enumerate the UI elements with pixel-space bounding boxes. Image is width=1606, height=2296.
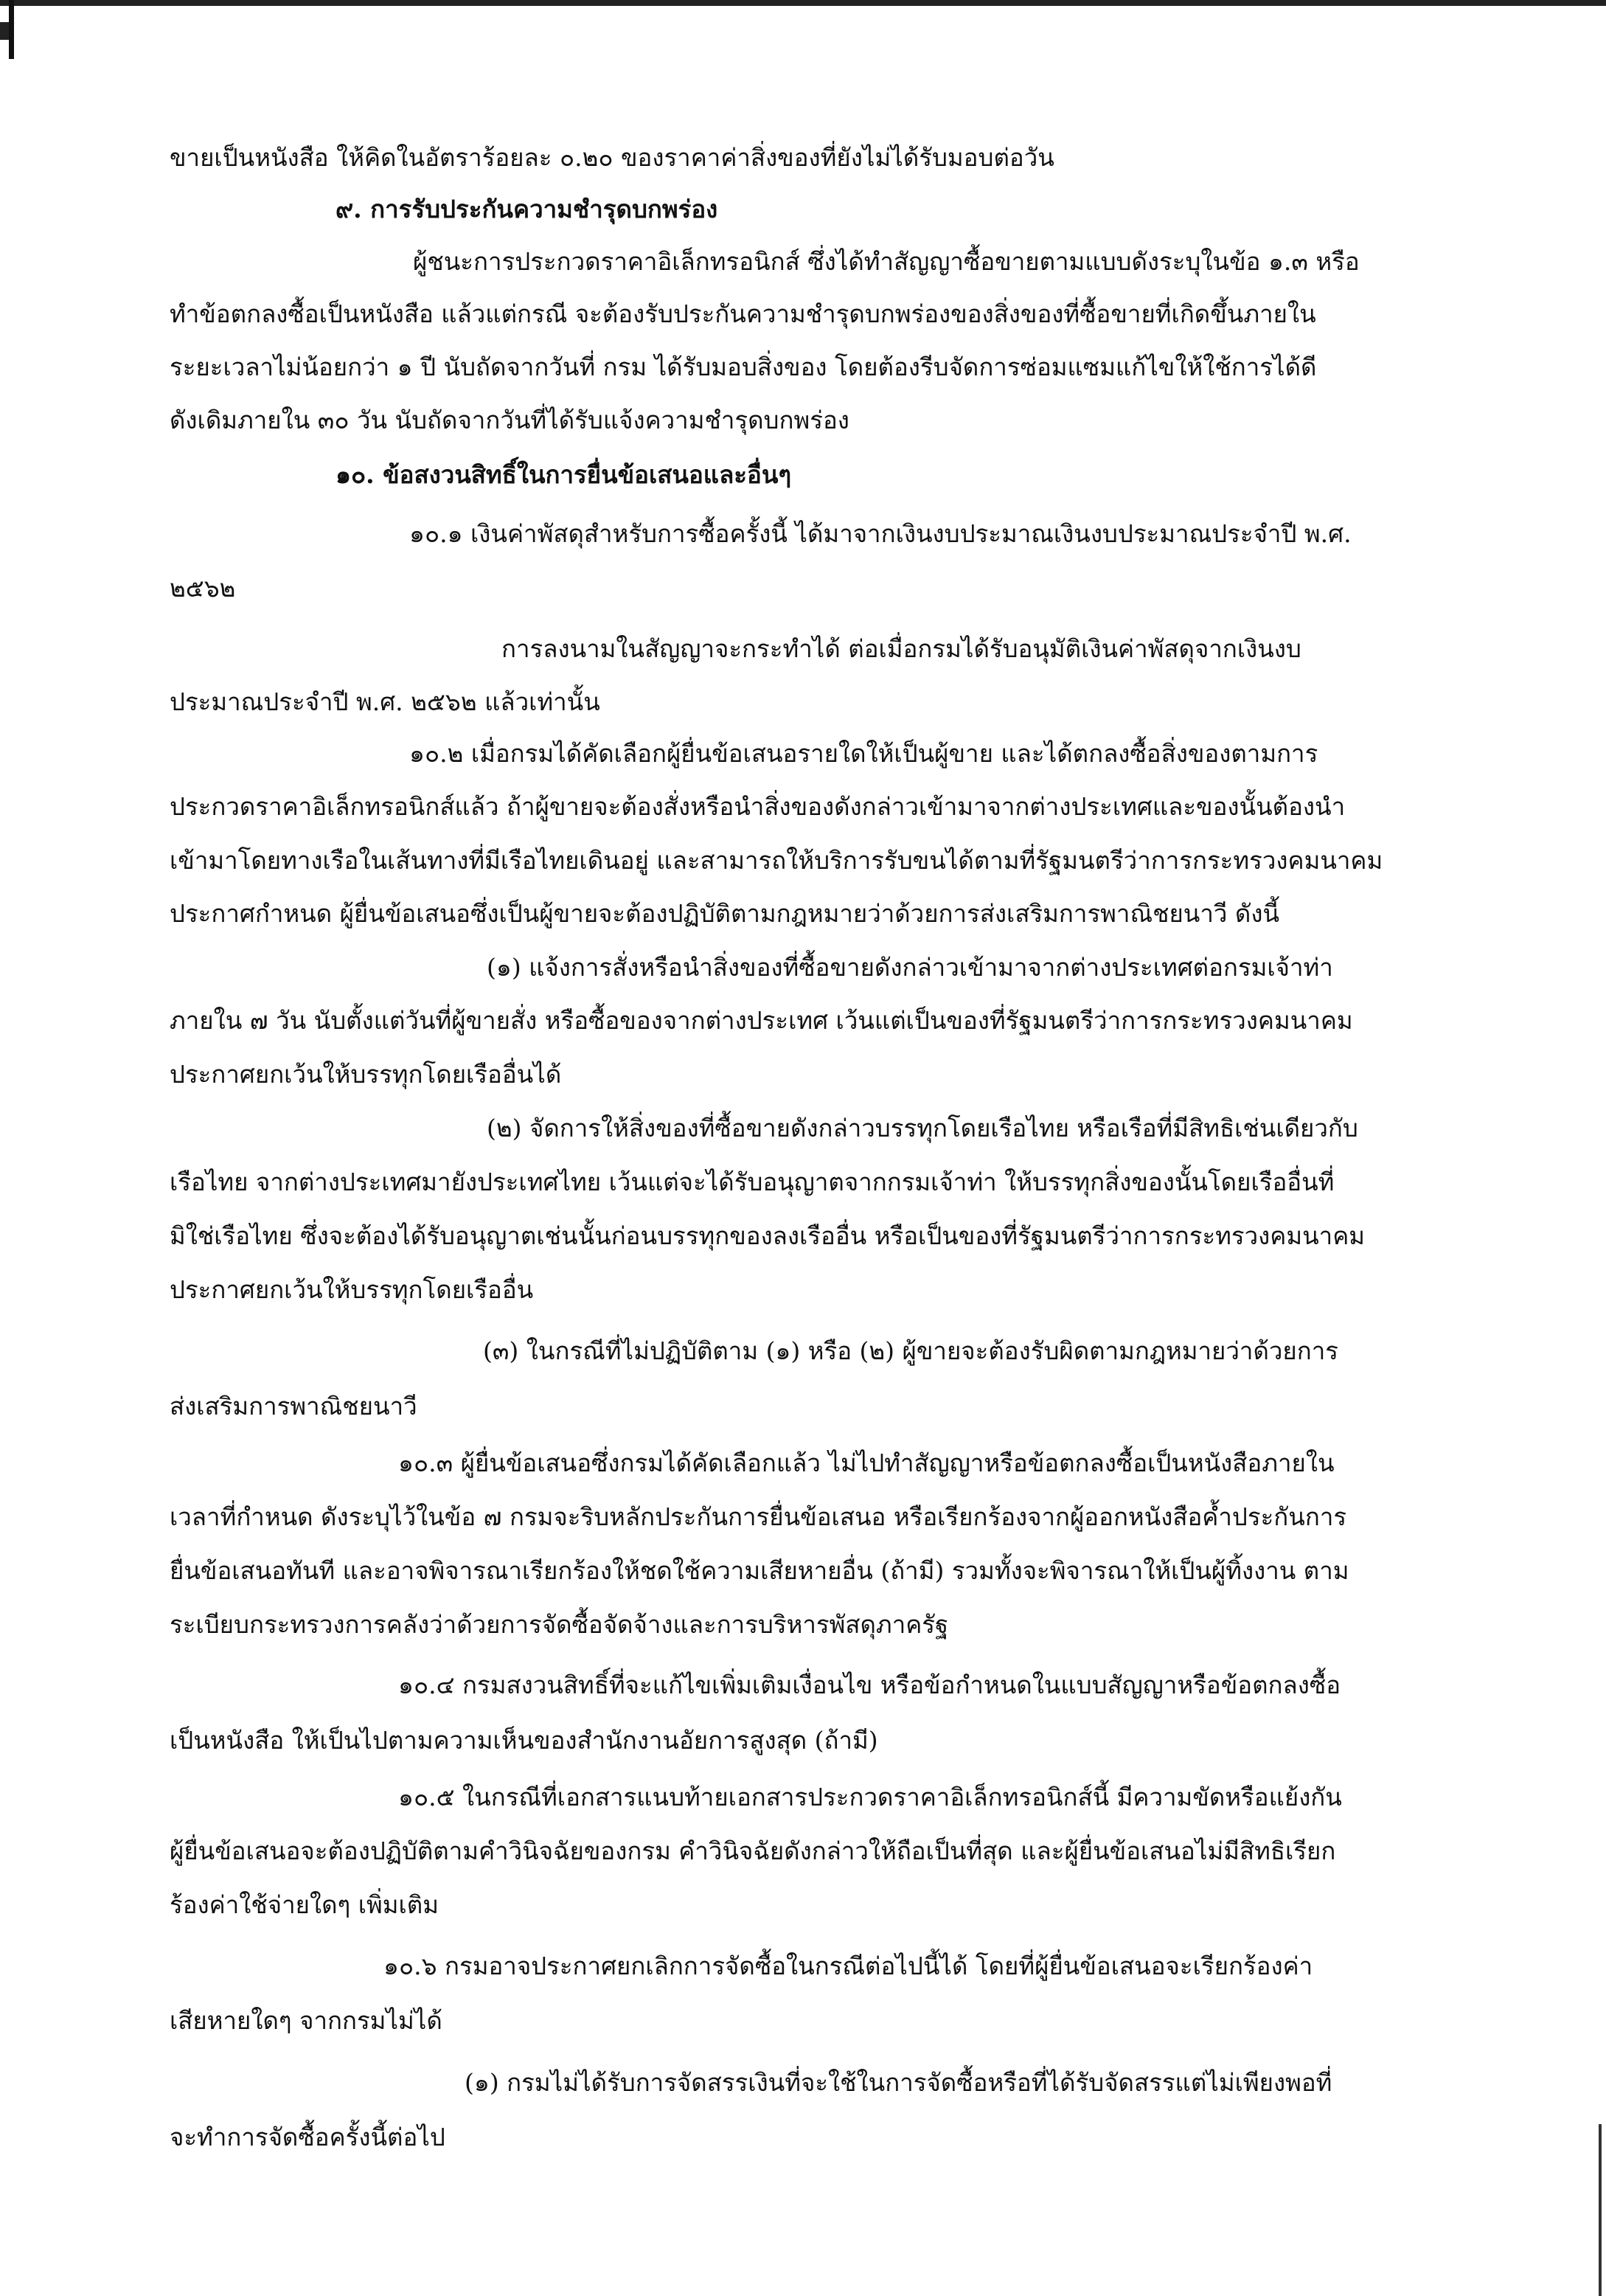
text-line: ดังเดิมภายใน ๓๐ วัน นับถัดจากวันที่ได้รับแจ้งความชำรุดบกพร่อง	[170, 406, 849, 434]
scan-edge-right	[1584, 2124, 1606, 2296]
text-line: เป็นหนังสือ ให้เป็นไปตามความเห็นของสำนักงานอัยการสูงสุด (ถ้ามี)	[170, 1726, 878, 1755]
text-line: ผู้ยื่นข้อเสนอจะต้องปฏิบัติตามคำวินิจฉัยของกรม คำวินิจฉัยดังกล่าวให้ถือเป็นที่สุด และผู้ยื่นข้อเสนอไม่มีสิทธิเรียก	[170, 1837, 1336, 1865]
text-line: ขายเป็นหนังสือ ให้คิดในอัตราร้อยละ ๐.๒๐ ของราคาค่าสิ่งของที่ยังไม่ได้รับมอบต่อวัน	[170, 143, 1054, 172]
text-line: (๑) แจ้งการสั่งหรือนำสิ่งของที่ซื้อขายดังกล่าวเข้ามาจากต่างประเทศต่อกรมเจ้าท่า	[487, 953, 1333, 982]
text-line: ๑๐.๖ กรมอาจประกาศยกเลิกการจัดซื้อในกรณีต่อไปนี้ได้ โดยที่ผู้ยื่นข้อเสนอจะเรียกร้องค่า	[383, 1952, 1313, 1980]
text-line: ประกาศยกเว้นให้บรรทุกโดยเรืออื่นได้	[170, 1060, 562, 1089]
text-line: ประกาศยกเว้นให้บรรทุกโดยเรืออื่น	[170, 1275, 534, 1304]
text-line: ประกาศกำหนด ผู้ยื่นข้อเสนอซึ่งเป็นผู้ขายจะต้องปฏิบัติตามกฎหมายว่าด้วยการส่งเสริมการพาณิชยนาวี ดังนี้	[170, 899, 1280, 928]
text-line: ๒๕๖๒	[170, 574, 236, 603]
text-line: ระยะเวลาไม่น้อยกว่า ๑ ปี นับถัดจากวันที่ กรม ได้รับมอบสิ่งของ โดยต้องรีบจัดการซ่อมแซมแก้ไขให้ใช้การได้ดี	[170, 353, 1317, 381]
text-line: ๑๐.๔ กรมสงวนสิทธิ์ที่จะแก้ไขเพิ่มเติมเงื่อนไข หรือข้อกำหนดในแบบสัญญาหรือข้อตกลงซื้อ	[398, 1671, 1341, 1699]
text-line: ประกวดราคาอิเล็กทรอนิกส์แล้ว ถ้าผู้ขายจะต้องสั่งหรือนำสิ่งของดังกล่าวเข้ามาจากต่างประเทศและของนั้นต้องนำ	[170, 792, 1346, 821]
text-line: ส่งเสริมการพาณิชยนาวี	[170, 1392, 417, 1421]
text-line: (๓) ในกรณีที่ไม่ปฏิบัติตาม (๑) หรือ (๒) ผู้ขายจะต้องรับผิดตามกฎหมายว่าด้วยการ	[483, 1336, 1338, 1365]
text-line: เวลาที่กำหนด ดังระบุไว้ในข้อ ๗ กรมจะริบหลักประกันการยื่นข้อเสนอ หรือเรียกร้องจากผู้ออกหนังสือค้ำประกันการ	[170, 1502, 1347, 1531]
section-heading: ๑๐. ข้อสงวนสิทธิ์ในการยื่นข้อเสนอและอื่นๆ	[336, 460, 792, 489]
text-line: เรือไทย จากต่างประเทศมายังประเทศไทย เว้นแต่จะได้รับอนุญาตจากกรมเจ้าท่า ให้บรรทุกสิ่งของนั้นโดยเรืออื่นที่	[170, 1168, 1335, 1196]
text-line: ร้องค่าใช้จ่ายใดๆ เพิ่มเติม	[170, 1890, 439, 1919]
text-line: จะทำการจัดซื้อครั้งนี้ต่อไป	[170, 2123, 445, 2151]
text-line: ทำข้อตกลงซื้อเป็นหนังสือ แล้วแต่กรณี จะต้องรับประกันความชำรุดบกพร่องของสิ่งของที่ซื้อขายที่เกิดขึ้นภายใน	[170, 299, 1316, 328]
text-line: เข้ามาโดยทางเรือในเส้นทางที่มีเรือไทยเดินอยู่ และสามารถให้บริการรับขนได้ตามที่รัฐมนตรีว่าการกระทรวงคมนาคม	[170, 846, 1383, 875]
text-line: การลงนามในสัญญาจะกระทำได้ ต่อเมื่อกรมได้รับอนุมัติเงินค่าพัสดุจากเงินงบ	[501, 634, 1301, 663]
text-line: (๑) กรมไม่ได้รับการจัดสรรเงินที่จะใช้ในการจัดซื้อหรือที่ได้รับจัดสรรแต่ไม่เพียงพอที่	[465, 2068, 1332, 2097]
text-line: ๑๐.๑ เงินค่าพัสดุสำหรับการซื้อครั้งนี้ ได้มาจากเงินงบประมาณเงินงบประมาณประจำปี พ.ศ.	[409, 519, 1352, 548]
text-line: ยื่นข้อเสนอทันที และอาจพิจารณาเรียกร้องให้ชดใช้ความเสียหายอื่น (ถ้ามี) รวมทั้งจะพิจารณาให้เป็นผู้ทิ้งงาน ตาม	[170, 1556, 1349, 1585]
text-line: ผู้ชนะการประกวดราคาอิเล็กทรอนิกส์ ซึ่งได้ทำสัญญาซื้อขายตามแบบดังระบุในข้อ ๑.๓ หรือ	[413, 247, 1360, 276]
text-line: ภายใน ๗ วัน นับตั้งแต่วันที่ผู้ขายสั่ง หรือซื้อของจากต่างประเทศ เว้นแต่เป็นของที่รัฐมนตรีว่าการกระทรวงคมนาคม	[170, 1006, 1353, 1035]
text-line: (๒) จัดการให้สิ่งของที่ซื้อขายดังกล่าวบรรทุกโดยเรือไทย หรือเรือที่มีสิทธิเช่นเดียวกับ	[487, 1114, 1358, 1142]
text-line: เสียหายใดๆ จากกรมไม่ได้	[170, 2006, 442, 2035]
scan-edge-left	[0, 0, 19, 66]
text-line: ๑๐.๕ ในกรณีที่เอกสารแนบท้ายเอกสารประกวดราคาอิเล็กทรอนิกส์นี้ มีความขัดหรือแย้งกัน	[398, 1783, 1342, 1811]
text-line: ประมาณประจำปี พ.ศ. ๒๕๖๒ แล้วเท่านั้น	[170, 687, 600, 716]
scan-edge-top	[0, 0, 1606, 6]
text-line: ๑๐.๓ ผู้ยื่นข้อเสนอซึ่งกรมได้คัดเลือกแล้ว ไม่ไปทำสัญญาหรือข้อตกลงซื้อเป็นหนังสือภายใน	[398, 1449, 1335, 1477]
text-line: มิใช่เรือไทย ซึ่งจะต้องได้รับอนุญาตเช่นนั้นก่อนบรรทุกของลงเรืออื่น หรือเป็นของที่รัฐมนตรีว่าการกระทรวงคมนาคม	[170, 1221, 1366, 1250]
text-line: ๑๐.๒ เมื่อกรมได้คัดเลือกผู้ยื่นข้อเสนอรายใดให้เป็นผู้ขาย และได้ตกลงซื้อสิ่งของตามการ	[409, 739, 1318, 768]
text-line: ระเบียบกระทรวงการคลังว่าด้วยการจัดซื้อจัดจ้างและการบริหารพัสดุภาครัฐ	[170, 1610, 949, 1639]
section-heading: ๙. การรับประกันความชำรุดบกพร่อง	[336, 195, 718, 223]
